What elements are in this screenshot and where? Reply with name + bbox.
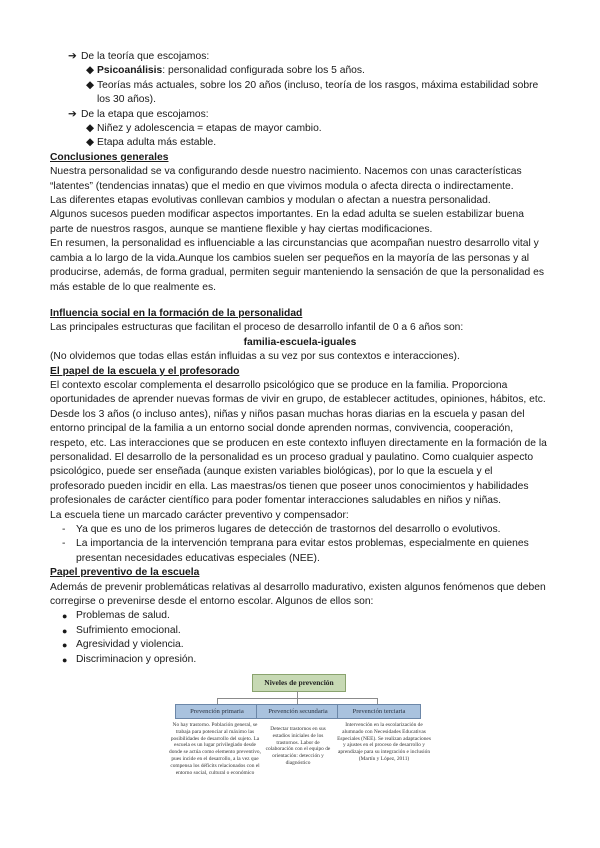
term-description: : personalidad configurada sobre los 5 años. bbox=[162, 65, 365, 77]
level-description-secundaria: Detectar trastornos en sus estadios iniciales de los trastornos. Labor de colaboración con el equipo de orientación: detección y diagnóstico bbox=[265, 726, 331, 766]
diamond-bullet-icon: ◆ bbox=[86, 65, 94, 77]
section-heading-influencia: Influencia social en la formación de la personalidad bbox=[50, 307, 303, 319]
list-item-text: Sufrimiento emocional. bbox=[76, 624, 181, 636]
level-box-primaria: Prevención primaria bbox=[175, 704, 259, 719]
dot-bullet-icon: ● bbox=[62, 640, 68, 651]
level-box-terciaria: Prevención terciaria bbox=[337, 704, 421, 719]
list-item bbox=[50, 523, 550, 537]
dot-bullet-icon: ● bbox=[62, 625, 68, 636]
list-item bbox=[50, 136, 550, 150]
paragraph: Además de prevenir problemáticas relativas al desarrollo madurativo, existen algunos fenómenos que deben corregirse o prevenirse desde el entorno escolar. Algunos de ellos son: bbox=[50, 581, 546, 608]
list-item bbox=[50, 64, 550, 78]
arrow-bullet-icon: ➔ bbox=[68, 108, 77, 120]
paragraph: En resumen, la personalidad es influenciable a las circunstancias que acompañan nuestro desarrollo vital y cambia a lo largo de la vida.Aunque los cambios suelen ser pequeños en la mayoría de las personas y al producirse, además, de forma gradual, permiten seguir manteniendo la sensación de que la personalidad es más estable de lo que realmente es. bbox=[50, 238, 544, 293]
document-page bbox=[50, 50, 550, 667]
paragraph: Algunos sucesos pueden modificar aspectos importantes. En la edad adulta se suelen estabilizar buena parte de nuestros rasgos, aunque se mantiene flexible y hay ciertas modificaciones. bbox=[50, 209, 524, 235]
list-item bbox=[50, 79, 550, 108]
list-item-text: La importancia de la intervención temprana para evitar estos problemas, especialmente en quienes presentan necesidades educativas especiales (NEE). bbox=[76, 538, 529, 564]
list-item-text: Etapa adulta más estable. bbox=[97, 137, 217, 149]
list-item-text: Problemas de salud. bbox=[76, 610, 170, 622]
paragraph: Las diferentes etapas evolutivas conllevan cambios y modulan o afectan a nuestra personalidad. bbox=[50, 195, 491, 207]
level-box-secundaria: Prevención secundaria bbox=[256, 704, 340, 719]
list-item-text: Teorías más actuales, sobre los 20 años (incluso, teoría de los rasgos, máxima estabilidad sobre los 30 años). bbox=[97, 79, 539, 106]
estructuras-highlight: familia-escuela-iguales bbox=[243, 336, 357, 348]
dash-bullet-icon: - bbox=[62, 538, 66, 550]
list-item-text bbox=[97, 64, 365, 78]
section-heading-preventivo: Papel preventivo de la escuela bbox=[50, 567, 200, 579]
diamond-bullet-icon: ◆ bbox=[86, 79, 94, 91]
list-item-text: Ya que es uno de los primeros lugares de detección de trastornos del desarrollo o evolutivos. bbox=[76, 524, 501, 535]
list-item-text: Agresividad y violencia. bbox=[76, 639, 184, 651]
list-item bbox=[50, 624, 550, 638]
paragraph: Las principales estructuras que facilitan el proceso de desarrollo infantil de 0 a 6 años son: bbox=[50, 322, 464, 334]
list-item bbox=[50, 653, 550, 667]
list-item bbox=[50, 638, 550, 652]
list-item-text: De la etapa que escojamos: bbox=[81, 108, 209, 120]
list-item bbox=[50, 609, 550, 623]
list-item-text: Discriminacion y opresión. bbox=[76, 653, 197, 665]
paragraph: El contexto escolar complementa el desarrollo psicológico que se produce en la familia. Proporciona oportunidades de aprender nuevas formas de vivir en grupo, de establecer actitudes, opiniones, hábitos, etc. Desde los 3 años (o incluso antes), niñas y niños pasan muchas horas diarias en la escuela y pasan del entorno principal de la familia a un entorno social donde aprenden normas, convivencia, cooperación, respeto, etc. Las interacciones que se producen en este contexto influyen directamente en la formación de la personalidad. El desarrollo de la personalidad es un proceso gradual y paulatino. Como cualquier aspecto psicológico, puede ser enseñada (aunque existen variables biológicas), por lo que la escuela y el profesorado pueden incidir en ella. Las maestras/os tienen que poseer unos conocimientos y habilidades profesionales de carácter científico para poder fomentar interacciones saludables en niños y niñas. bbox=[50, 379, 547, 507]
list-item-text: Niñez y adolescencia = etapas de mayor cambio. bbox=[97, 123, 322, 135]
term-psicoanalisis: Psicoanálisis bbox=[97, 65, 163, 77]
list-item-text: De la teoría que escojamos: bbox=[81, 51, 210, 62]
diamond-bullet-icon: ◆ bbox=[86, 123, 94, 135]
arrow-bullet-icon: ➔ bbox=[68, 51, 77, 62]
dot-bullet-icon: ● bbox=[62, 654, 68, 665]
dot-bullet-icon: ● bbox=[62, 611, 68, 622]
connector-line bbox=[297, 691, 298, 698]
level-description-terciaria: Intervención en la escolarización de alumnado con Necesidades Educativas Especiales (NEE). Se realizan adaptaciones y ajustes en el proceso de desarrollo y aprendizaje para su integración e inclusión (Martín y López, 2011) bbox=[337, 722, 431, 762]
diamond-bullet-icon: ◆ bbox=[86, 137, 94, 149]
list-item bbox=[50, 50, 550, 64]
paragraph: La escuela tiene un marcado carácter preventivo y compensador: bbox=[50, 509, 349, 521]
dash-bullet-icon: - bbox=[62, 524, 66, 535]
prevention-levels-diagram bbox=[165, 672, 437, 804]
paragraph: Nuestra personalidad se va configurando desde nuestro nacimiento. Nacemos con unas características “latentes” (tendencias innatas) que el medio en que vivimos modula o afecta directa o indirectamente. bbox=[50, 166, 522, 192]
section-heading-conclusiones: Conclusiones generales bbox=[50, 151, 169, 163]
section-heading-escuela: El papel de la escuela y el profesorado bbox=[50, 365, 240, 377]
list-item bbox=[50, 122, 550, 136]
paragraph: (No olvidemos que todas ellas están influidas a su vez por sus contextos e interacciones). bbox=[50, 351, 460, 363]
diagram-title: Niveles de prevención bbox=[252, 674, 346, 692]
list-item bbox=[50, 108, 550, 122]
list-item bbox=[50, 537, 550, 566]
level-description-primaria: No hay trastorno. Población general, se trabaja para potenciar al máximo las posibilidades de desarrollo del sujeto. La escuela es un lugar privilegiado desde donde se actúa como elemento preventivo, pues incide en el desarrollo, a la vez que compensa los déficits relacionados con el entorno social, cultural o económico bbox=[169, 722, 261, 776]
